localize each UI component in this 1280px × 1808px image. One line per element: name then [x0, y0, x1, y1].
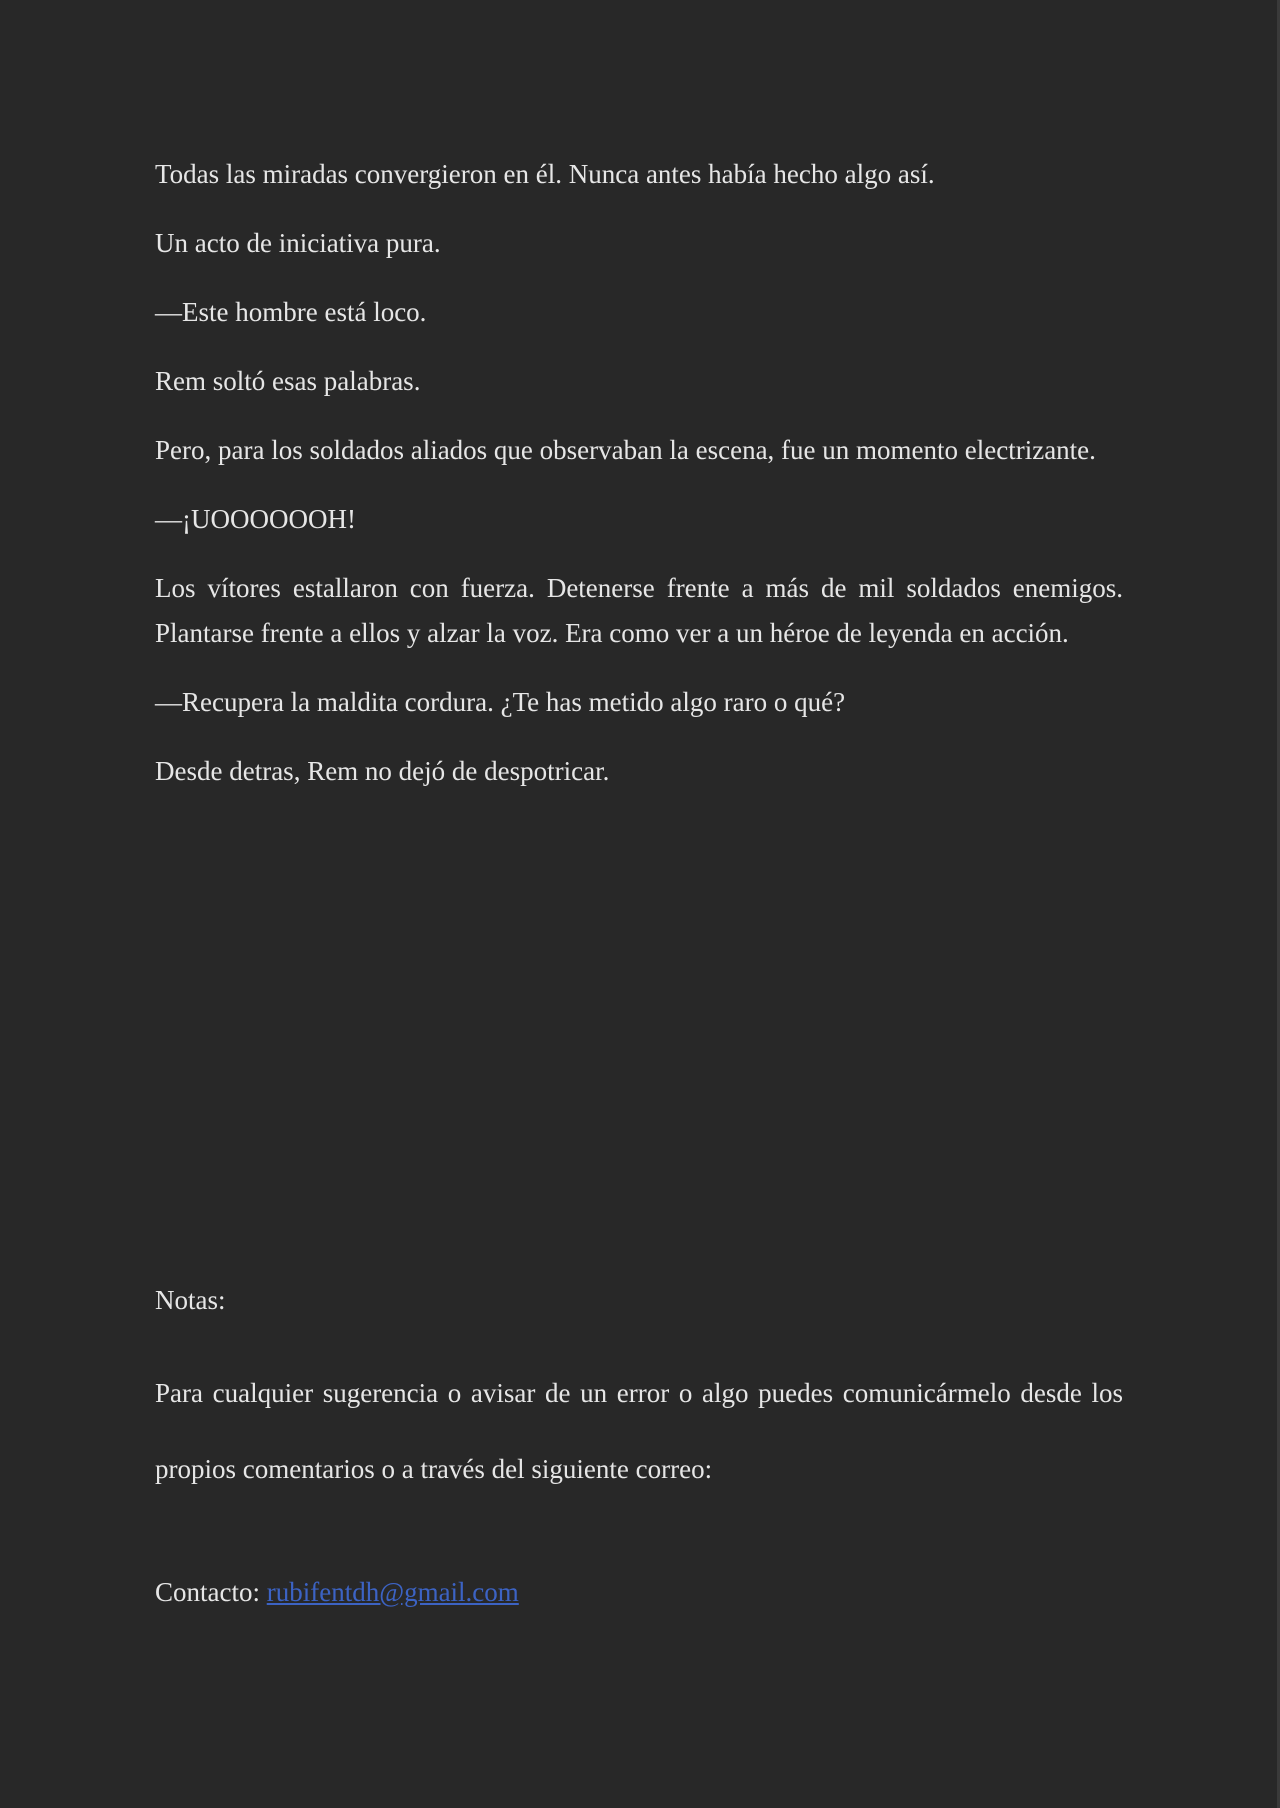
paragraph: Todas las miradas convergieron en él. Nunca antes había hecho algo así. [155, 159, 935, 189]
paragraph: —Recupera la maldita cordura. ¿Te has metido algo raro o qué? [155, 687, 846, 717]
paragraph: Desde detras, Rem no dejó de despotricar. [155, 756, 610, 786]
paragraph: Pero, para los soldados aliados que observaban la escena, fue un momento electrizante. [155, 435, 1096, 465]
notes-section [155, 1278, 1123, 1507]
paragraph: Rem soltó esas palabras. [155, 366, 421, 396]
notes-title: Notas: [155, 1285, 226, 1315]
chapter-text [155, 152, 1123, 818]
contact-email-link[interactable]: rubifentdh@gmail.com [266, 1577, 519, 1607]
paragraph: —¡UOOOOOOH! [155, 504, 356, 534]
notes-body: Para cualquier sugerencia o avisar de un error o algo puedes comunicármelo desde los propios comentarios o a través del siguiente correo: [155, 1378, 1123, 1484]
contact-label: Contacto: [155, 1577, 260, 1607]
paragraph: —Este hombre está loco. [155, 297, 427, 327]
contact-line [155, 1570, 1123, 1615]
paragraph: Los vítores estallaron con fuerza. Detenerse frente a más de mil soldados enemigos. Plantarse frente a ellos y alzar la voz. Era como ver a un héroe de leyenda en acción. [155, 573, 1123, 648]
paragraph: Un acto de iniciativa pura. [155, 228, 441, 258]
